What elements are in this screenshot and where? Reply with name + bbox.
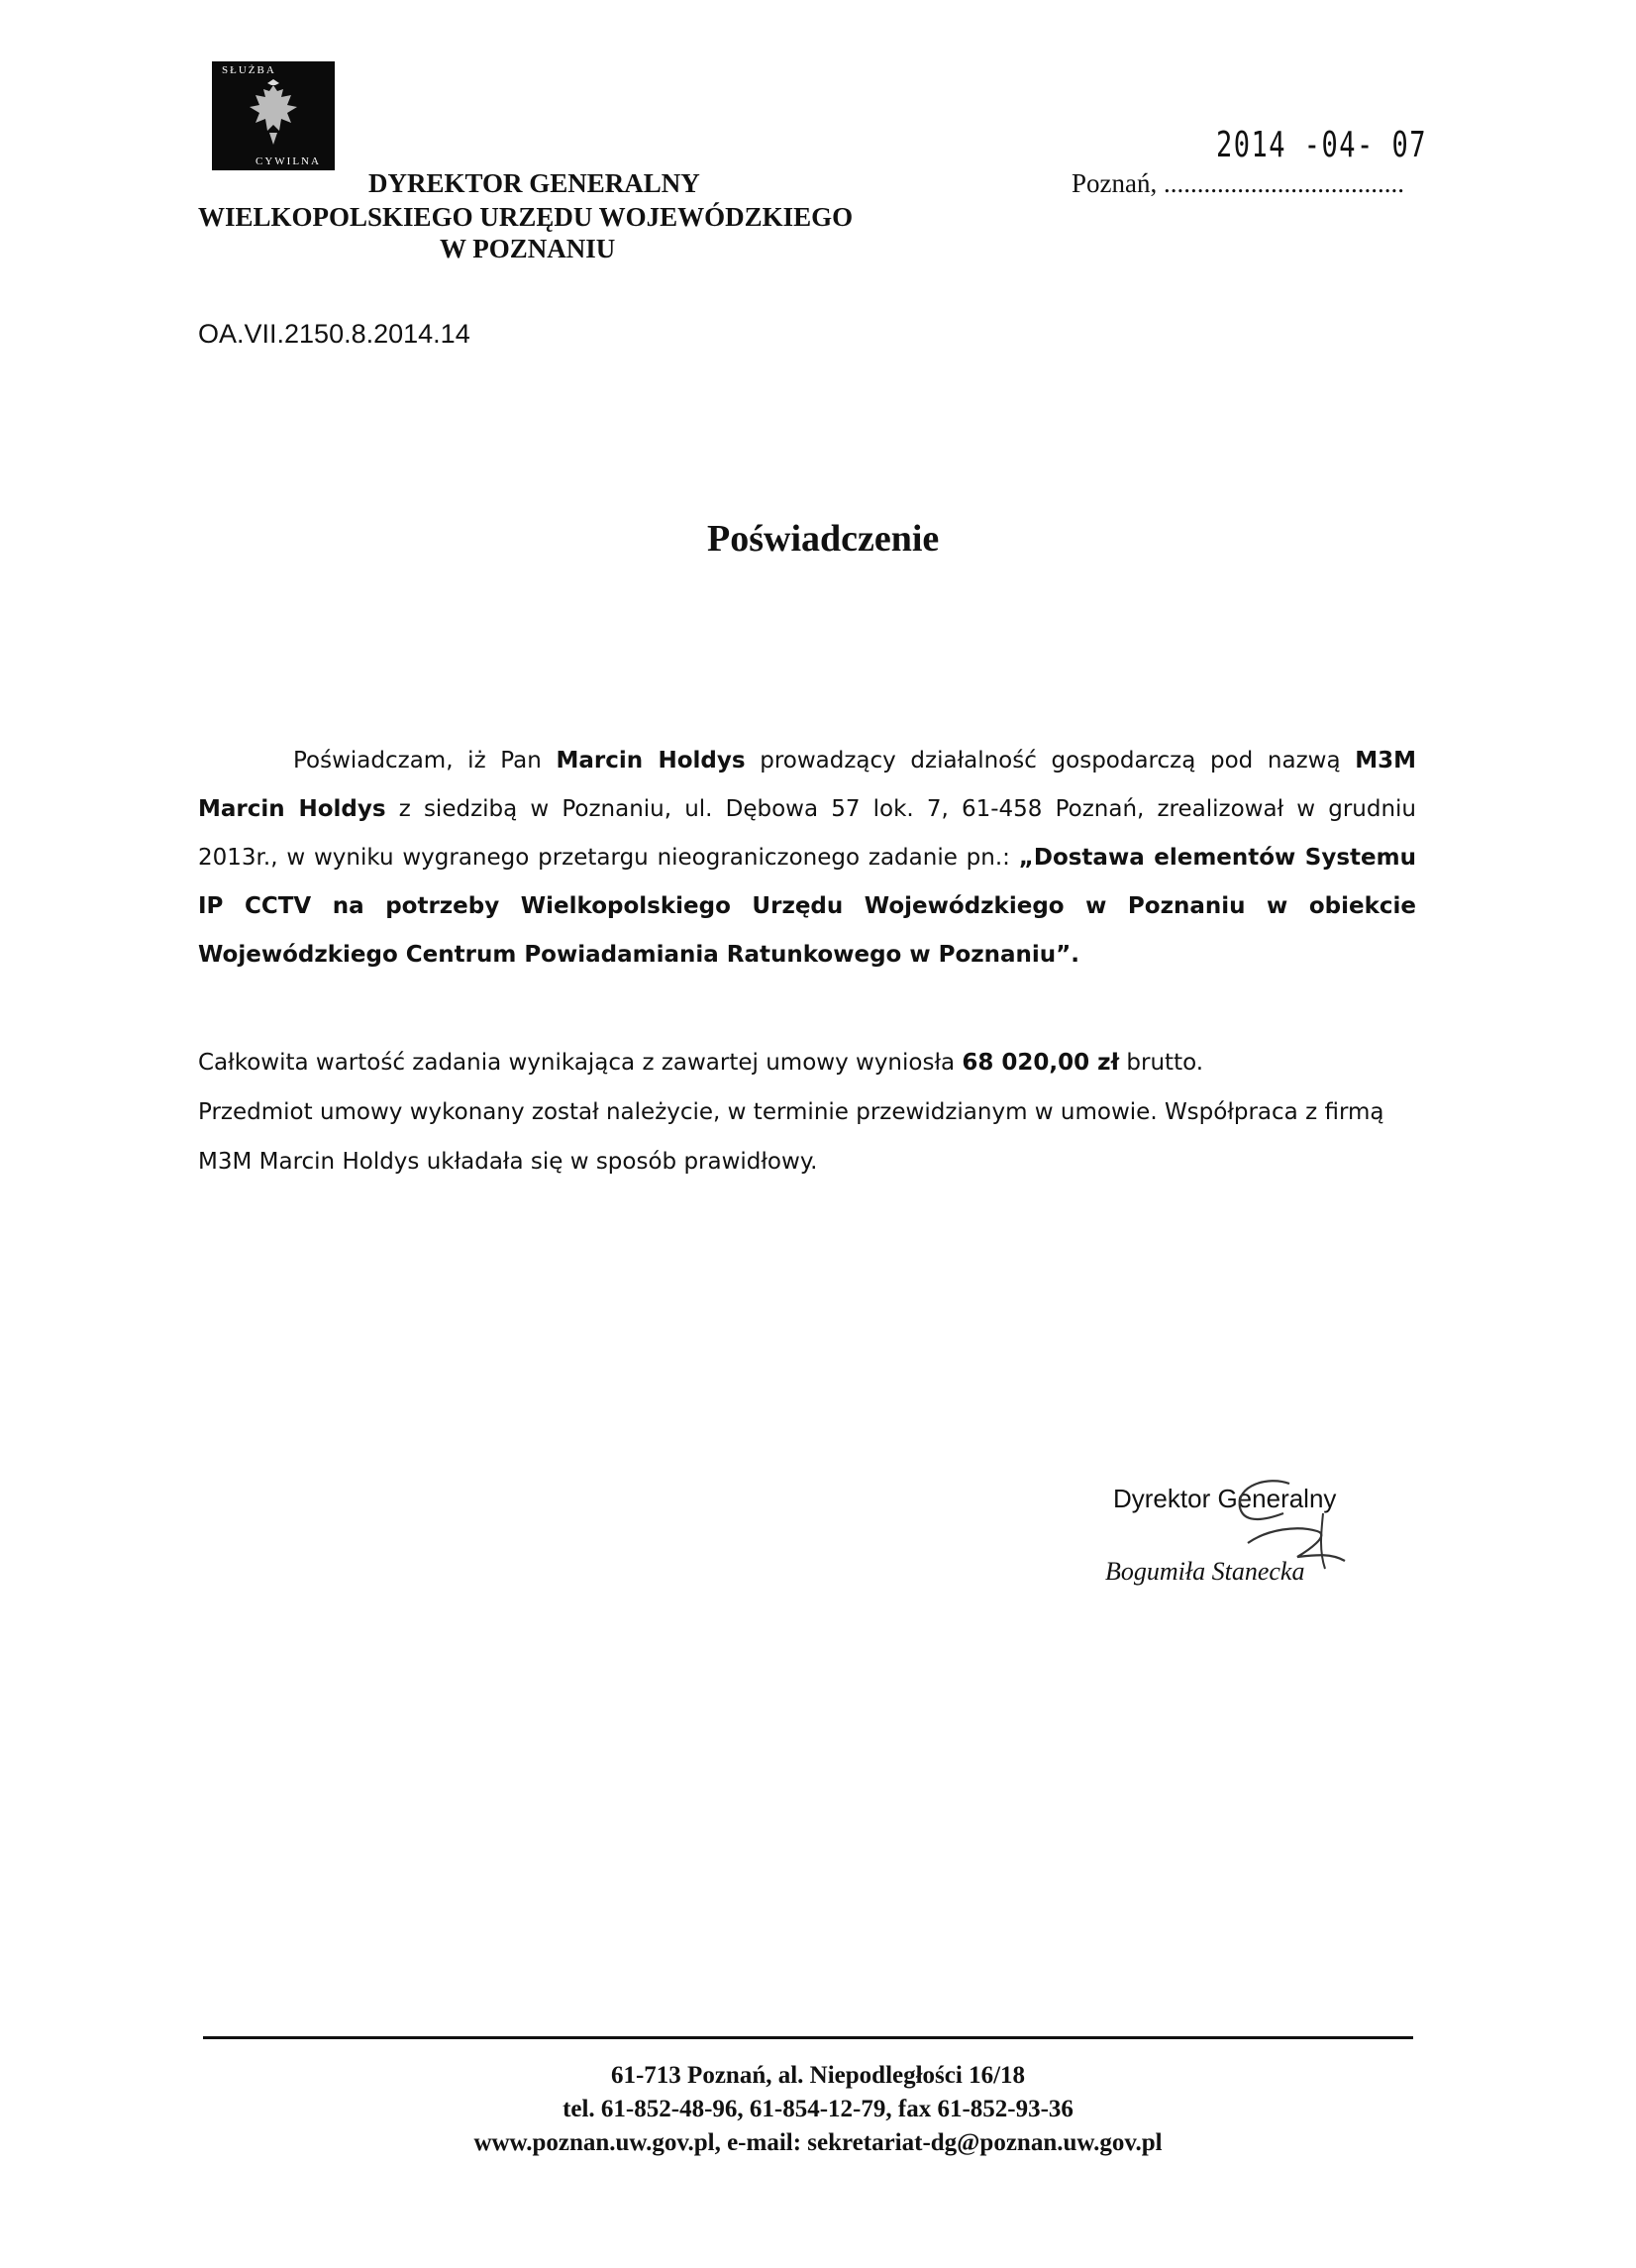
value-paragraph bbox=[198, 1038, 1426, 1186]
paragraph-text: brutto. bbox=[1119, 1050, 1204, 1076]
value-line bbox=[198, 1038, 1426, 1087]
paragraph-text: z siedzibą w Poznaniu, ul. Dębowa 57 lok. 7, 61-458 Poznań, zrealizował w grudniu 2013r., w wyniku wygranego przetargu nieograniczonego zadanie pn.: bbox=[198, 796, 1417, 871]
task-name: „Dostawa elementów Systemu IP CCTV na potrzeby Wielkopolskiego Urzędu Wojewódzkiego w Poznaniu w obiekcie Wojewódzkiego Centrum Powiadamiania Ratunkowego w Poznaniu”. bbox=[198, 845, 1416, 968]
paragraph-text: prowadzący działalność gospodarczą pod nazwą bbox=[745, 748, 1356, 773]
certification-paragraph bbox=[198, 737, 1416, 979]
place-date-line: Poznań, .................................... bbox=[1072, 168, 1404, 198]
emblem-top-text: SŁUŻBA bbox=[222, 64, 276, 76]
document-title: Poświadczenie bbox=[707, 518, 940, 560]
performance-line: Przedmiot umowy wykonany został należycie, w terminie przewidzianym w umowie. Współpraca z firmą bbox=[198, 1099, 1384, 1125]
footer-divider bbox=[203, 2036, 1413, 2039]
cooperation-line: M3M Marcin Holdys układała się w sposób prawidłowy. bbox=[198, 1149, 818, 1175]
reference-number: OA.VII.2150.8.2014.14 bbox=[198, 319, 470, 349]
contract-value: 68 020,00 zł bbox=[962, 1050, 1120, 1076]
paragraph-text: Całkowita wartość zadania wynikająca z zawartej umowy wyniosła bbox=[198, 1050, 963, 1076]
polish-eagle-icon bbox=[246, 79, 301, 149]
footer-web-email: www.poznan.uw.gov.pl, e-mail: sekretariat-dg@poznan.uw.gov.pl bbox=[473, 2129, 1163, 2156]
date-stamp: 2014 -04- 07 bbox=[1216, 125, 1428, 165]
signature-role: Dyrektor Generalny bbox=[1113, 1484, 1337, 1513]
header-line-1: DYREKTOR GENERALNY bbox=[368, 168, 700, 198]
header-line-2: WIELKOPOLSKIEGO URZĘDU WOJEWÓDZKIEGO bbox=[198, 202, 854, 232]
signatory-name: Bogumiła Stanecka bbox=[1105, 1557, 1305, 1586]
footer-phones: tel. 61-852-48-96, 61-854-12-79, fax 61-852-93-36 bbox=[562, 2096, 1074, 2122]
person-name: Marcin Holdys bbox=[556, 748, 746, 773]
emblem-bottom-text: CYWILNA bbox=[256, 155, 321, 167]
footer-address: 61-713 Poznań, al. Niepodległości 16/18 bbox=[610, 2062, 1026, 2089]
header-line-3: W POZNANIU bbox=[440, 234, 616, 263]
civil-service-emblem bbox=[212, 61, 335, 170]
company-name: M3M Marcin Holdys bbox=[198, 748, 1416, 822]
paragraph-text: Poświadczam, iż Pan bbox=[293, 748, 557, 773]
